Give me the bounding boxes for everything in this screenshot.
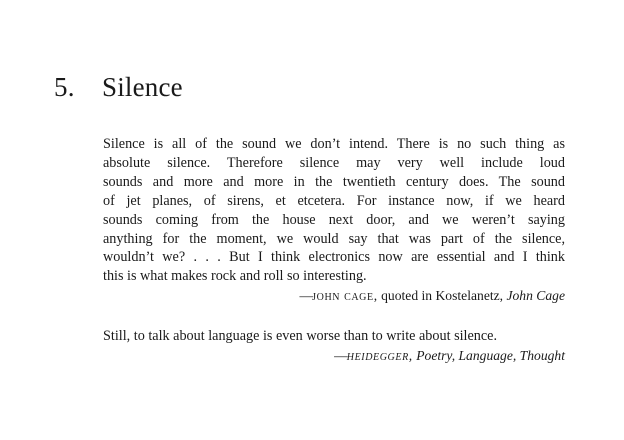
quote-line: Still, to talk about language is even worse than to write about silence. xyxy=(103,328,498,344)
attribution-dash: — xyxy=(299,288,313,304)
chapter-heading xyxy=(54,70,183,104)
chapter-number: 5. xyxy=(54,72,75,102)
quote-line: anything for the moment, we would say that was part of the silence, xyxy=(103,230,565,247)
chapter-title: Silence xyxy=(102,72,183,102)
attribution-cage xyxy=(103,287,565,305)
quote-line: of jet planes, of sirens, et etcetera. For instance now, if we heard xyxy=(103,192,565,209)
quote-line: this is what makes rock and roll so interesting. xyxy=(103,268,367,285)
attribution-source: Poetry, Language, Thought xyxy=(416,347,565,363)
attribution-author: john cage, xyxy=(312,288,378,304)
quote-line: absolute silence. Therefore silence may very well include loud xyxy=(103,154,565,171)
attribution-connector: quoted in Kostelanetz, xyxy=(381,288,504,304)
attribution-heidegger xyxy=(103,347,565,365)
quote-line: wouldn’t we? . . . But I think electronics now are essential and I think xyxy=(103,249,565,266)
attribution-author: heidegger, xyxy=(346,347,413,363)
quote-line: sounds and more and more in the twentieth century does. The sound xyxy=(103,173,565,190)
epigraph-heidegger xyxy=(103,327,565,365)
attribution-source: John Cage xyxy=(506,288,565,304)
quote-line: sounds coming from the house next door, and we weren’t saying xyxy=(103,211,565,228)
attribution-dash: — xyxy=(334,347,347,363)
epigraph-cage xyxy=(103,135,565,305)
quote-line: Silence is all of the sound we don’t intend. There is no such thing as xyxy=(103,136,565,152)
